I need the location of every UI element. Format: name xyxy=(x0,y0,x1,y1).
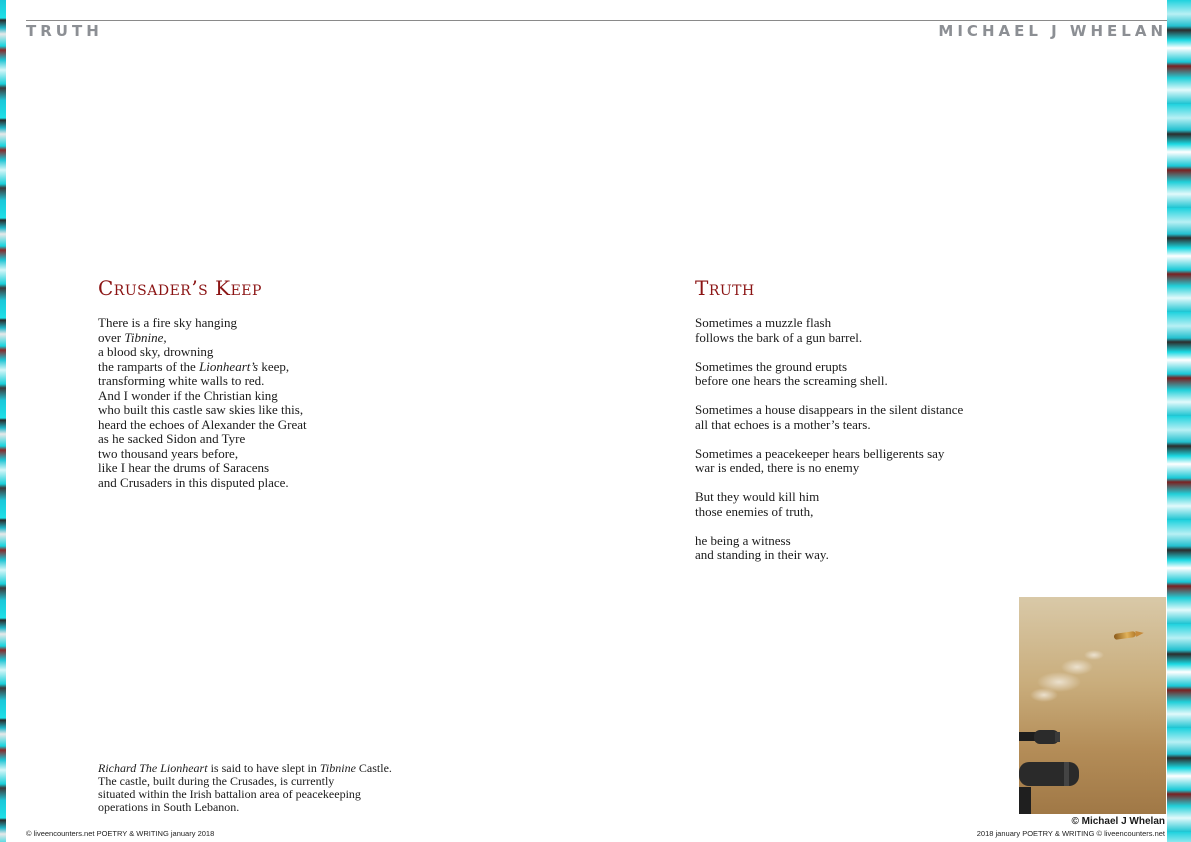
poem-body-truth xyxy=(695,316,963,577)
text-line xyxy=(98,316,307,331)
stanza xyxy=(695,534,963,563)
bullet-rifle-photo xyxy=(1019,597,1166,814)
text-segment: two thousand years before, xyxy=(98,445,239,461)
text-line xyxy=(98,418,307,433)
text-line: follows the bark of a gun barrel. xyxy=(695,329,863,345)
text-segment: a blood sky, drowning xyxy=(98,344,214,359)
text-segment: the ramparts of the xyxy=(98,358,200,374)
text-segment: keep, xyxy=(258,358,290,374)
italic-text: Richard The Lionheart xyxy=(98,761,208,775)
footer-right: 2018 january POETRY & WRITING © liveencounters.net xyxy=(976,829,1165,838)
text-line xyxy=(98,331,307,346)
text-line xyxy=(98,476,307,491)
text-line xyxy=(98,360,307,375)
text-segment: like I hear the drums of Saracens xyxy=(98,460,270,475)
stanza xyxy=(695,403,963,432)
text-segment: is said to have slept in xyxy=(207,761,320,775)
text-line: before one hears the screaming shell. xyxy=(695,373,888,388)
text-segment: And I wonder if the Christian king xyxy=(98,387,278,403)
text-line: Sometimes the ground erupts xyxy=(695,358,848,374)
text-segment: operations in South Lebanon. xyxy=(98,800,240,814)
text-segment: as he sacked Sidon and Tyre xyxy=(98,431,246,446)
text-segment: The castle, built during the Crusades, is currently xyxy=(98,774,335,788)
text-line xyxy=(98,403,307,418)
text-line xyxy=(98,461,307,476)
photo-credit: © Michael J Whelan xyxy=(1071,816,1165,827)
text-line: war is ended, there is no enemy xyxy=(695,460,860,475)
text-line: all that echoes is a mother’s tears. xyxy=(695,416,871,432)
stanza xyxy=(695,490,963,519)
italic-text: Lionheart’s xyxy=(199,358,259,374)
poem-title-truth: Truth xyxy=(695,276,755,300)
text-line: Sometimes a peacekeeper hears belligerents say xyxy=(695,445,945,461)
text-line xyxy=(98,345,307,360)
header-author-name: MICHAEL J WHELAN xyxy=(938,22,1167,40)
text-segment: Castle. xyxy=(355,761,392,775)
footer-left: © liveencounters.net POETRY & WRITING january 2018 xyxy=(26,829,215,838)
poem-title-crusaders-keep: Crusader’s Keep xyxy=(98,276,262,300)
text-segment: over xyxy=(98,329,125,345)
bullet-rifle-icon xyxy=(1019,597,1166,814)
decorative-edge-right xyxy=(1167,0,1191,842)
italic-text: Tibnine, xyxy=(124,329,167,345)
stanza xyxy=(695,360,963,389)
stanza xyxy=(695,316,963,345)
italic-text: Tibnine xyxy=(319,761,356,775)
text-line: Sometimes a muzzle flash xyxy=(695,315,832,330)
text-line: But they would kill him xyxy=(695,489,820,504)
text-segment: who built this castle saw skies like this, xyxy=(98,402,304,417)
stanza xyxy=(695,447,963,476)
poem-body-crusaders-keep xyxy=(98,316,307,490)
text-segment: and Crusaders in this disputed place. xyxy=(98,474,289,490)
text-line xyxy=(98,432,307,447)
text-line xyxy=(98,447,307,462)
text-line xyxy=(98,801,438,814)
header-section-title: TRUTH xyxy=(26,22,103,40)
text-line xyxy=(98,389,307,404)
text-segment: situated within the Irish battalion area of peacekeeping xyxy=(98,787,361,801)
text-line: and standing in their way. xyxy=(695,547,829,562)
header-rule xyxy=(26,20,1167,21)
text-line xyxy=(98,374,307,389)
text-segment: There is a fire sky hanging xyxy=(98,315,237,330)
text-segment: transforming white walls to red. xyxy=(98,373,265,388)
text-line: Sometimes a house disappears in the silent distance xyxy=(695,402,964,417)
text-line: he being a witness xyxy=(695,532,791,548)
decorative-edge-left xyxy=(0,0,6,842)
castle-note xyxy=(98,762,438,814)
text-line: those enemies of truth, xyxy=(695,503,814,519)
text-segment: heard the echoes of Alexander the Great xyxy=(98,416,307,432)
